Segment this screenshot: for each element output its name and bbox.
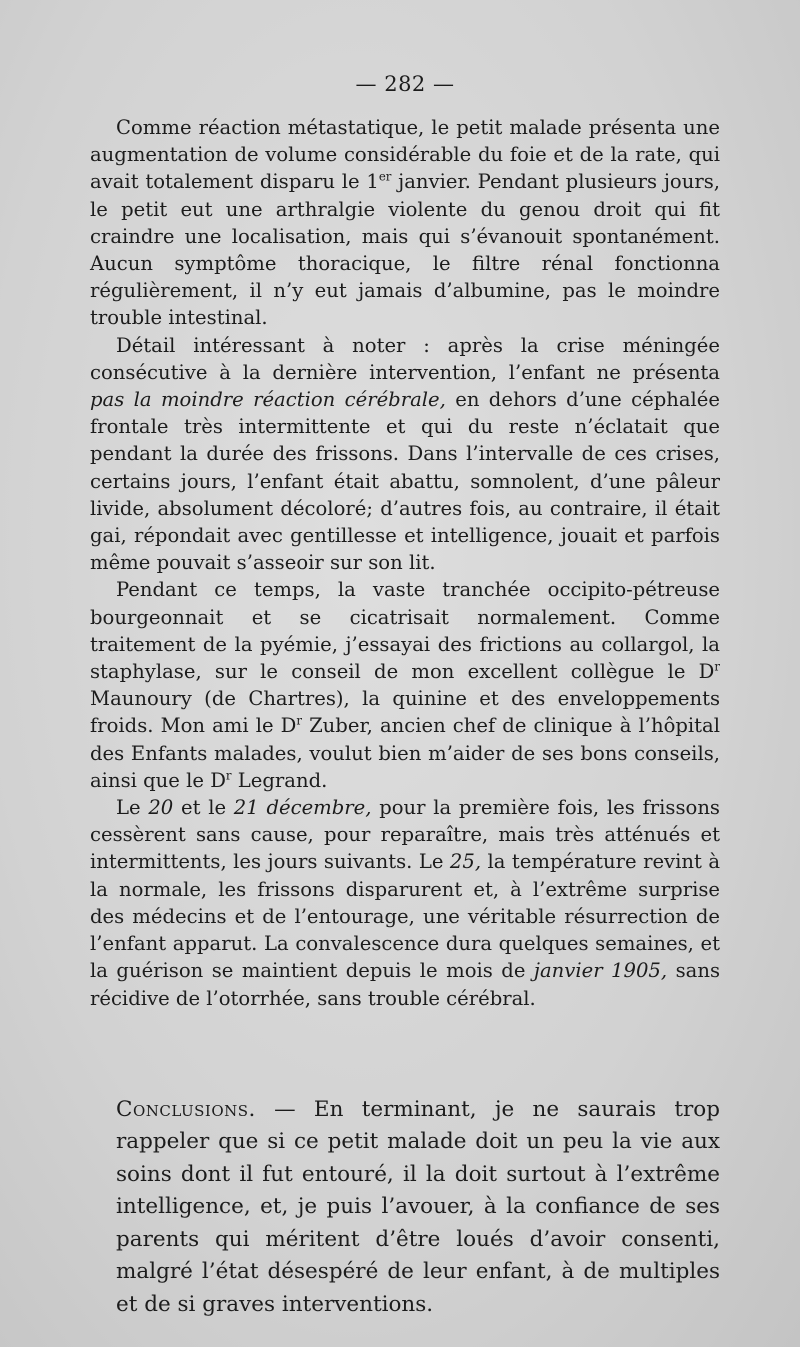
text-run: pour la première fois, les frissons cessèrent sans cause, pour reparaître, mais très atténués et intermittents, les jours suivants. Le <box>90 796 720 874</box>
text-run: en dehors d’une céphalée frontale très intermittente et qui du reste n’éclatait que pendant la durée des frissons. Dans l’intervalle de ces crises, certains jours, l’enfant était abattu, somnolent, d’une pâleur livide, absolument décoloré; d’autres fois, au contraire, il était gai, répondait avec gentillesse et intelligence, jouait et parfois même pouvait s’asseoir sur son lit. <box>90 388 720 575</box>
page-number: — 282 — <box>355 72 455 96</box>
paragraph-4 <box>90 794 720 1012</box>
superscript-run: er <box>378 169 392 184</box>
main-text <box>90 114 720 1012</box>
section-gap <box>90 1012 720 1094</box>
italic-run: 20 <box>148 796 174 820</box>
conclusions-heading: Conclusions. <box>116 1096 256 1122</box>
conclusions-section <box>90 1094 720 1322</box>
italic-run: 25, <box>449 850 482 874</box>
text-run: Comme réaction métastatique, le petit malade présenta une augmentation de volume considérable du foie et de la rate, qui avait totalement disparu le <box>90 116 720 194</box>
italic-run: pas la moindre réaction cérébrale, <box>90 388 446 412</box>
superscript-run: r <box>296 713 302 728</box>
text-run: et le <box>173 796 234 820</box>
text-run: Zuber, ancien chef de clinique à l’hôpital des Enfants malades, voulut bien m’aider de ses bons conseils, ainsi que le D <box>90 714 721 792</box>
italic-run: janvier 1905, <box>533 959 668 983</box>
text-run: Détail intéressant à noter : après la crise méningée consécutive à la dernière intervention, l’enfant ne présenta <box>90 333 720 384</box>
text-run: la température revint à la normale, les frissons disparurent et, à l’extrême surprise des médecins et de l’entourage, une véritable résurrection de l’enfant apparut. La convalescence dura quelques semaines, et la guérison se maintient depuis le mois de <box>90 850 721 983</box>
superscript-run: r <box>714 659 720 674</box>
conclusions-paragraph <box>116 1094 720 1322</box>
text-run: sans récidive de l’otorrhée, sans trouble cérébral. <box>90 959 721 1010</box>
italic-run: 21 décembre, <box>233 796 372 820</box>
text-run: janvier. Pendant plusieurs jours, le petit eut une arthralgie violente du genou droit qui fit craindre une localisation, mais qui s’évanouit spontanément. Aucun symptôme thoracique, le filtre rénal fonctionna régulièrement, il n’y eut jamais d’albumine, pas le moindre trouble intestinal. <box>90 170 720 330</box>
paragraph-3 <box>90 576 720 794</box>
paragraph-2 <box>90 332 720 577</box>
superscript-run: r <box>225 768 232 783</box>
text-run: Le <box>116 796 149 820</box>
text-run: Pendant ce temps, la vaste tranchée occipito-pétreuse bourgeonnait et se cicatrisait normalement. Comme traitement de la pyémie, j’essayai des frictions au collargol, la staphylase, sur le conseil de mon excellent collègue le D <box>90 578 720 684</box>
text-run: 1 <box>366 170 379 194</box>
conclusions-text: — En terminant, je ne saurais trop rappeler que si ce petit malade doit un peu la vie aux soins dont il fut entouré, il la doit surtout à l’extrême intelligence, et, je puis l’avouer, à la confiance de ses parents qui méritent d’être loués d’avoir consenti, malgré l’état désespéré de leur enfant, à de multiples et de si graves interventions. <box>116 1096 720 1317</box>
text-run: Maunoury (de Chartres), la quinine et des enveloppements froids. Mon ami le D <box>90 687 720 738</box>
text-run: Legrand. <box>231 768 328 792</box>
paragraph-1 <box>90 114 720 332</box>
